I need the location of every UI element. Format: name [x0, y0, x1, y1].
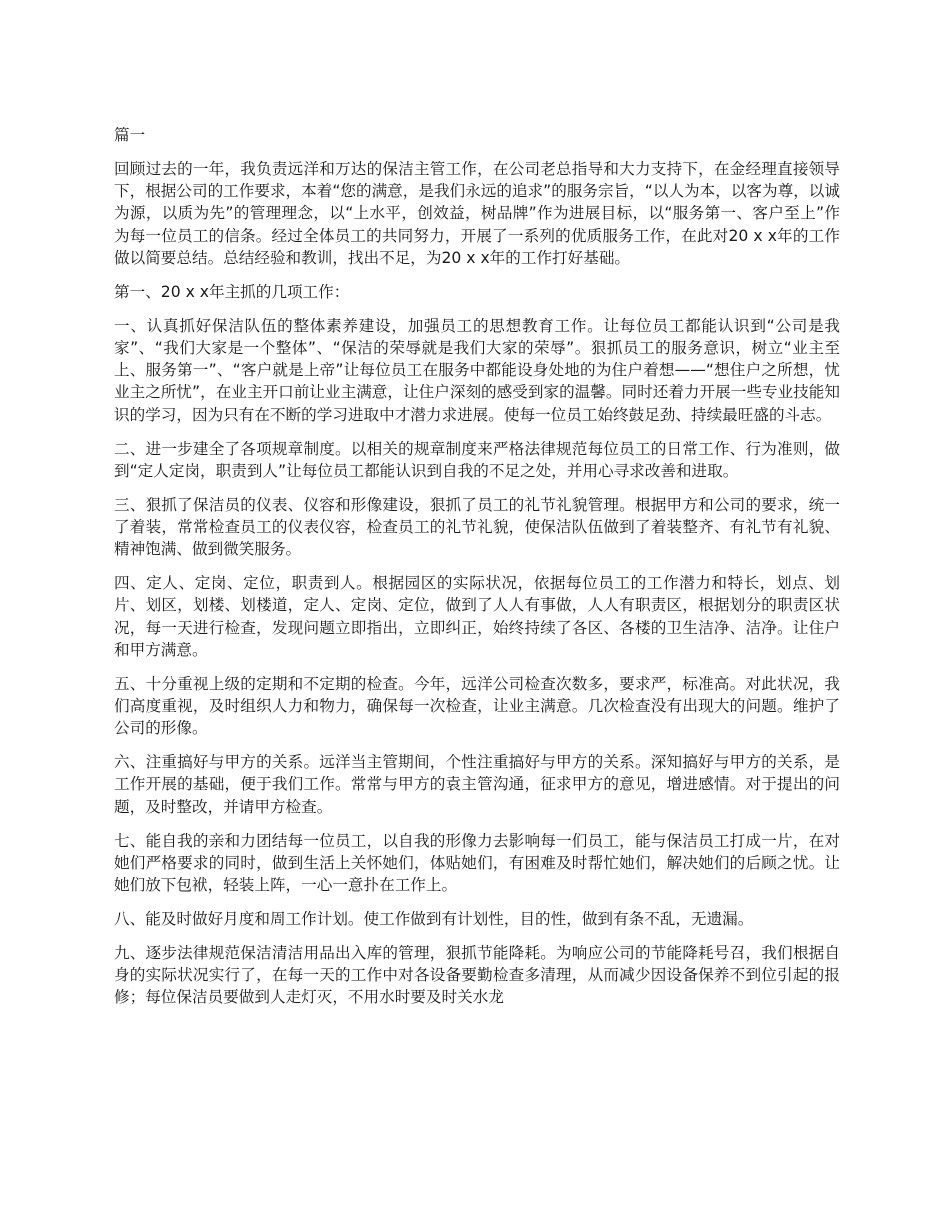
- paragraph-item-8: 八、能及时做好月度和周工作计划。使工作做到有计划性，目的性，做到有条不乱，无遗漏。: [114, 909, 754, 928]
- paragraph-item-2: 二、进一步建全了各项规章制度。以相关的规章制度来严格法律规范每位员工的日常工作、行为准则，做到“定人定岗，职责到人”让每位员工都能认识到自我的不足之处，并用心寻求改善和进取。: [114, 439, 840, 480]
- document-body: [114, 124, 840, 1020]
- paragraph-item-3: 三、狠抓了保洁员的仪表、仪容和形像建设，狠抓了员工的礼节礼貌管理。根据甲方和公司的要求，统一了着装，常常检查员工的仪表仪容，检查员工的礼节礼貌，使保洁队伍做到了着装整齐、有礼节有礼貌、精神饱满、做到微笑服务。: [114, 495, 840, 559]
- paragraph-item-9: 九、逐步法律规范保洁清洁用品出入库的管理，狠抓节能降耗。为响应公司的节能降耗号召，我们根据自身的实际状况实行了，在每一天的工作中对各设备要勤检查多清理，从而减少因设备保养不到位引起的报修；每位保洁员要做到人走灯灭，不用水时要及时关水龙: [114, 943, 840, 1007]
- paragraph-item-7: 七、能自我的亲和力团结每一位员工，以自我的形像力去影响每一们员工，能与保洁员工打成一片，在对她们严格要求的同时，做到生活上关怀她们，体贴她们，有困难及时帮忙她们，解决她们的后顾之忧。让她们放下包袱，轻装上阵，一心一意扑在工作上。: [114, 831, 840, 895]
- paragraph-intro: 回顾过去的一年，我负责远洋和万达的保洁主管工作，在公司老总指导和大力支持下，在金经理直接领导下，根据公司的工作要求，本着“您的满意，是我们永远的追求”的服务宗旨，“以人为本，以客为尊，以诚为源，以质为先”的管理理念，以“上水平，创效益，树品牌”作为进展目标，以“服务第一、客户至上”作为每一位员工的信条。经过全体员工的共同努力，开展了一系列的优质服务工作，在此对20 x x年的工作做以简要总结。总结经验和教训，找出不足，为20 x x年的工作打好基础。: [114, 159, 840, 267]
- paragraph-subheading: 第一、20 x x年主抓的几项工作：: [114, 282, 350, 301]
- paragraph-item-5: 五、十分重视上级的定期和不定期的检查。今年，远洋公司检查次数多，要求严，标准高。对此状况，我们高度重视，及时组织人力和物力，确保每一次检查，让业主满意。几次检查没有出现大的问题。维护了公司的形像。: [114, 674, 840, 738]
- section-title: 篇一: [114, 126, 146, 144]
- paragraph-item-4: 四、定人、定岗、定位，职责到人。根据园区的实际状况，依据每位员工的工作潜力和特长，划点、划片、划区，划楼、划楼道，定人、定岗、定位，做到了人人有事做，人人有职责区，根据划分的职责区状况，每一天进行检查，发现问题立即指出，立即纠正，始终持续了各区、各楼的卫生洁净、洁净。让住户和甲方满意。: [114, 574, 840, 659]
- paragraph-item-1: 一、认真抓好保洁队伍的整体素养建设，加强员工的思想教育工作。让每位员工都能认识到“公司是我家”、“我们大家是一个整体”、“保洁的荣辱就是我们大家的荣辱”。狠抓员工的服务意识，树立“业主至上、服务第一”、“客户就是上帝”让每位员工在服务中都能设身处地的为住户着想——“想住户之所想，忧业主之所忧”，在业主开口前让业主满意，让住户深刻的感受到家的温馨。同时还着力开展一些专业技能知识的学习，因为只有在不断的学习进取中才潜力求进展。使每一位员工始终鼓足劲、持续最旺盛的斗志。: [114, 316, 840, 424]
- paragraph-item-6: 六、注重搞好与甲方的关系。远洋当主管期间，个性注重搞好与甲方的关系。深知搞好与甲方的关系，是工作开展的基础，便于我们工作。常常与甲方的袁主管沟通，征求甲方的意见，增进感情。对于提出的问题，及时整改，并请甲方检查。: [114, 753, 840, 816]
